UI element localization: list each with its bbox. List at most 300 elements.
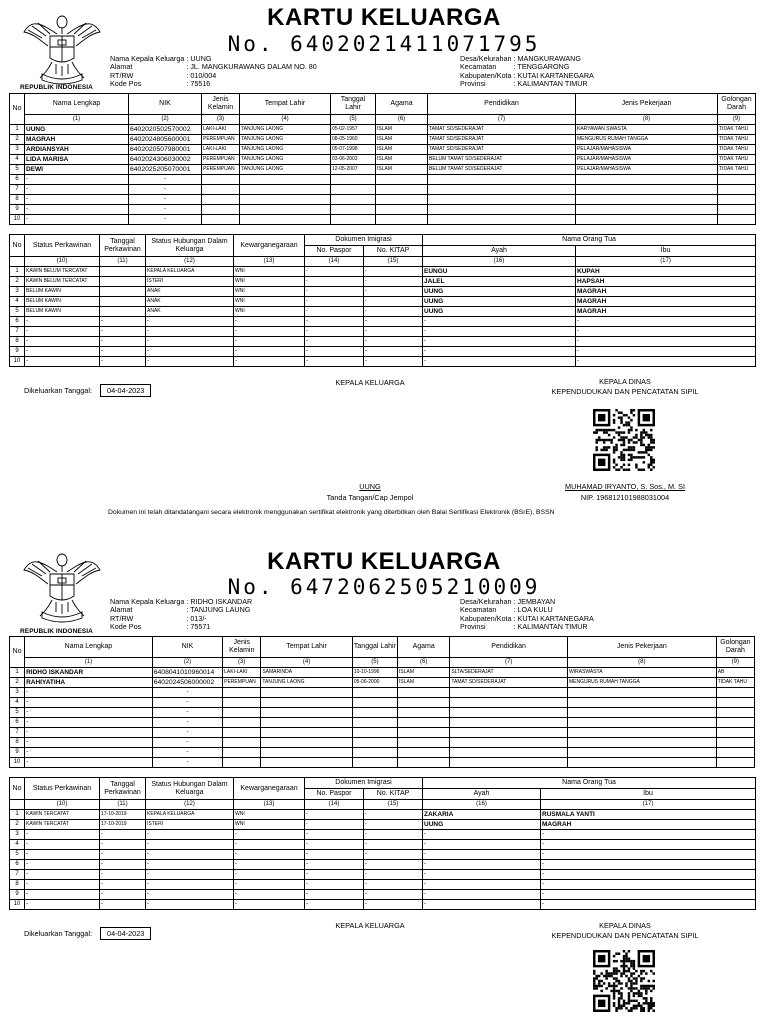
empty-cell [352,738,397,748]
empty-cell [428,205,576,215]
empty-cell: - [423,347,576,357]
row-number: 5 [10,165,25,175]
member-passport: - [305,820,364,830]
column-index: (5) [331,115,376,125]
row-number: 3 [10,688,25,698]
empty-cell: - [25,748,153,758]
label-head-name: Nama Kepala Keluarga [110,54,185,63]
head-right-info [460,598,596,632]
empty-cell: - [234,860,305,870]
member-sex: PEREMPUAN [202,165,240,175]
member-religion: ISLAM [398,678,450,688]
empty-cell: - [129,185,202,195]
label-province: Provinsi [460,79,486,89]
member-occupation: MENGURUS RUMAH TANGGA [576,135,718,145]
empty-cell [716,748,754,758]
member-kitap: - [364,297,423,307]
column-header: No [10,637,25,668]
member-nationality: WNI [234,307,305,317]
table-row [10,830,756,840]
empty-cell [716,698,754,708]
empty-cell: - [305,337,364,347]
empty-cell: - [234,327,305,337]
value-village: : MANGKURAWANG [513,54,581,63]
column-index: (8) [567,658,716,668]
member-marriage-date: 17-10-2019 [100,810,146,820]
empty-cell: - [364,830,423,840]
column-index: (17) [576,257,756,267]
empty-cell: - [146,870,234,880]
row-number: 5 [10,708,25,718]
empty-cell: - [129,195,202,205]
head-left-info [110,55,319,89]
column-index: (14) [305,800,364,810]
column-index: (13) [234,800,305,810]
index-row [10,800,756,810]
row-number: 8 [10,195,25,205]
empty-cell: - [25,195,129,205]
empty-cell: - [146,890,234,900]
empty-cell: - [146,327,234,337]
empty-cell [223,708,261,718]
empty-cell [331,175,376,185]
member-occupation: KARYAWAN SWASTA [576,125,718,135]
member-nationality: WNI [234,277,305,287]
empty-cell: - [541,880,756,890]
empty-cell: - [234,840,305,850]
empty-cell: - [576,327,756,337]
member-nik: 6402025205070001 [129,165,202,175]
empty-cell [261,688,352,698]
empty-cell [398,698,450,708]
empty-cell: - [364,327,423,337]
document-title: KARTU KELUARGA [267,548,501,575]
empty-cell [10,257,25,267]
empty-cell [716,718,754,728]
empty-cell [450,708,568,718]
empty-cell: - [25,357,100,367]
member-nik: 6408041010960014 [152,668,222,678]
table-row [10,678,755,688]
empty-cell [223,698,261,708]
family-card-2 [0,540,768,1024]
column-header: Status Hubungan Dalam Keluarga [146,235,234,257]
value-regency: : KUTAI KARTANEGARA [513,613,594,623]
empty-cell [261,718,352,728]
empty-cell: - [305,317,364,327]
empty-cell: - [576,317,756,327]
table-row [10,810,756,820]
empty-cell: - [541,840,756,850]
table-row [10,215,756,225]
empty-cell: - [25,347,100,357]
empty-cell [398,708,450,718]
member-education: TAMAT SD/SEDERAJAT [450,678,568,688]
empty-cell: - [100,337,146,347]
empty-cell [718,195,756,205]
row-number: 1 [10,267,25,277]
empty-cell: - [541,850,756,860]
family-card-number: No. 6472062505210009 [227,575,541,599]
empty-cell: - [152,738,222,748]
members-status-table [9,777,756,910]
member-nationality: WNI [234,297,305,307]
table-row [10,327,756,337]
member-sex: LAKI-LAKI [202,125,240,135]
empty-cell [352,708,397,718]
label-village: Desa/Kelurahan [460,597,512,606]
row-number: 9 [10,205,25,215]
member-relationship: ISTERI [146,820,234,830]
empty-cell [567,748,716,758]
member-relationship: ISTERI [146,277,234,287]
row-number: 3 [10,830,25,840]
table-row [10,708,755,718]
member-blood-type: TIDAK TAHU [718,135,756,145]
column-header: Tempat Lahir [261,637,352,658]
empty-cell [718,175,756,185]
empty-cell: - [100,900,146,910]
empty-cell [450,688,568,698]
row-number: 8 [10,738,25,748]
empty-cell [450,738,568,748]
member-name: RIDHO ISKANDAR [25,668,153,678]
empty-cell: - [100,317,146,327]
empty-cell: - [25,317,100,327]
member-father: EUNGU [423,267,576,277]
member-birthplace: TANJUNG LAONG [240,135,331,145]
empty-cell [261,738,352,748]
column-index: (7) [428,115,576,125]
empty-cell: - [146,347,234,357]
member-passport: - [305,307,364,317]
column-subheader: No. Paspor [305,246,364,257]
member-marriage-date [100,287,146,297]
row-number: 7 [10,185,25,195]
column-header: Nama Lengkap [25,637,153,658]
column-index: (2) [129,115,202,125]
column-header: Status Hubungan Dalam Keluarga [146,778,234,800]
empty-cell: - [152,708,222,718]
table-row [10,185,756,195]
empty-cell: - [152,758,222,768]
member-sex: LAKI-LAKI [223,668,261,678]
family-card-number: No. 6402021411071795 [227,32,541,56]
column-header: Golongan Darah [718,94,756,115]
member-father: ZAKARIA [423,810,541,820]
empty-cell [718,215,756,225]
empty-cell: - [305,890,364,900]
empty-cell [450,728,568,738]
member-birthplace: TANJUNG LAONG [240,165,331,175]
column-index: (3) [223,658,261,668]
column-subheader: Ayah [423,246,576,257]
column-header: Kewarganegaraan [234,235,305,257]
empty-cell [398,688,450,698]
column-header: Nama Orang Tua [423,778,756,789]
row-number: 3 [10,287,25,297]
table-row [10,205,756,215]
head-right-info [460,55,596,89]
empty-cell: - [25,215,129,225]
kk-sign-caption: Tanda Tangan/Cap Jempol [326,493,414,502]
empty-cell: - [305,850,364,860]
empty-cell: - [25,880,100,890]
empty-cell: - [146,860,234,870]
member-birthdate: 10-10-1996 [352,668,397,678]
member-mother: KUPAH [576,267,756,277]
empty-cell: - [25,185,129,195]
empty-cell: - [364,860,423,870]
column-header: Jenis Kelamin [223,637,261,658]
empty-cell: - [576,337,756,347]
empty-cell [352,758,397,768]
empty-cell: - [423,830,541,840]
row-number: 1 [10,125,25,135]
empty-cell [450,718,568,728]
member-marriage-date [100,297,146,307]
document-title: KARTU KELUARGA [267,4,501,31]
column-header: NIK [152,637,222,658]
member-birthdate: 03-06-2003 [331,155,376,165]
empty-cell: - [25,698,153,708]
empty-cell [716,758,754,768]
member-marital-status: KAWIN TERCATAT [25,810,100,820]
empty-cell [240,185,331,195]
row-number: 7 [10,728,25,738]
empty-cell: - [234,347,305,357]
empty-cell: - [305,327,364,337]
member-name: UUNG [25,125,129,135]
table-row [10,738,755,748]
member-father: UUNG [423,307,576,317]
column-index: (13) [234,257,305,267]
row-number: 5 [10,850,25,860]
row-number: 10 [10,357,25,367]
label-district: Kecamatan [460,62,497,72]
value-postcode: : 75571 [186,622,211,632]
table-row [10,668,755,678]
empty-cell [428,175,576,185]
column-header: Agama [398,637,450,658]
column-index: (9) [716,658,754,668]
member-birthdate: 05-06-2000 [352,678,397,688]
label-regency: Kabupaten/Kota [460,613,512,623]
table-row [10,195,756,205]
table-row [10,748,755,758]
member-marital-status: BELUM KAWIN [25,287,100,297]
empty-cell [576,195,718,205]
empty-cell: - [25,688,153,698]
member-education: BELUM TAMAT SD/SEDERAJAT [428,155,576,165]
value-village: : JEMBAYAN [513,597,556,606]
qr-code-icon [593,950,655,1012]
empty-cell [718,205,756,215]
member-name: DEWI [25,165,129,175]
empty-cell: - [305,870,364,880]
empty-cell [261,728,352,738]
empty-cell: - [129,205,202,215]
row-number: 9 [10,347,25,357]
empty-cell [576,175,718,185]
table-row [10,155,756,165]
member-father: JALEL [423,277,576,287]
empty-cell: - [25,830,100,840]
empty-cell: - [541,870,756,880]
member-marital-status: KAWIN BELUM TERCATAT [25,277,100,287]
empty-cell: - [25,718,153,728]
empty-cell: - [152,688,222,698]
column-index: (16) [423,800,541,810]
issued-date: 04-04-2023 [100,384,151,397]
empty-cell [428,185,576,195]
member-relationship: ANAK [146,297,234,307]
member-passport: - [305,267,364,277]
member-kitap: - [364,820,423,830]
empty-cell: - [234,830,305,840]
empty-cell: - [364,347,423,357]
column-header: Tanggal Perkawinan [100,778,146,800]
qr-code-icon [593,409,655,471]
member-marriage-date: 17-10-2019 [100,820,146,830]
empty-cell [567,738,716,748]
table-row [10,758,755,768]
empty-cell: - [541,890,756,900]
empty-cell [223,738,261,748]
column-subheader: Ayah [423,789,541,800]
column-index: (7) [450,658,568,668]
empty-cell [450,698,568,708]
empty-cell: - [25,840,100,850]
empty-cell [567,698,716,708]
column-header: Tanggal Lahir [352,637,397,658]
member-blood-type: TIDAK TAHU [716,678,754,688]
table-row [10,357,756,367]
empty-cell: - [541,900,756,910]
label-head-name: Nama Kepala Keluarga [110,597,185,606]
member-passport: - [305,810,364,820]
empty-cell [398,758,450,768]
empty-cell: - [364,880,423,890]
empty-cell: - [423,860,541,870]
empty-cell: - [305,347,364,357]
row-number: 6 [10,317,25,327]
empty-cell: - [100,880,146,890]
empty-cell: - [234,337,305,347]
dinas-line-1: KEPALA DINAS [599,921,651,930]
member-birthdate: 12-05-2007 [331,165,376,175]
column-header: Nama Orang Tua [423,235,756,246]
member-name: LIDA MARISA [25,155,129,165]
member-marriage-date [100,277,146,287]
index-row [10,257,756,267]
member-blood-type: TIDAK TAHU [718,145,756,155]
empty-cell: - [234,880,305,890]
column-header: NIK [129,94,202,115]
table-row [10,900,756,910]
e-sign-notice: Dokumen ini telah ditandatangani secara elektronik menggunakan sertifikat elektronik yang diterbitkan oleh Balai Sertifikasi Elektronik (BSrE), BSSN [108,509,555,516]
table-row [10,850,756,860]
member-nik: 6402024805600001 [129,135,202,145]
empty-cell [331,195,376,205]
member-nationality: WNI [234,820,305,830]
empty-cell: - [25,850,100,860]
label-postcode: Kode Pos [110,622,142,632]
empty-cell [261,708,352,718]
empty-cell: - [423,357,576,367]
member-birthplace: TANJUNG LAONG [240,155,331,165]
empty-cell: - [423,840,541,850]
column-header: No [10,778,25,800]
empty-cell: - [25,738,153,748]
column-index: (14) [305,257,364,267]
empty-cell: - [364,850,423,860]
row-number: 2 [10,678,25,688]
column-index: (1) [25,658,153,668]
table-row [10,287,756,297]
empty-cell [261,748,352,758]
member-name: ARDIANSYAH [25,145,129,155]
table-row [10,890,756,900]
column-header: Pendidikan [450,637,568,658]
member-mother: MAGRAH [576,297,756,307]
column-index: (8) [576,115,718,125]
label-district: Kecamatan [460,605,497,615]
member-kitap: - [364,277,423,287]
table-row [10,135,756,145]
issued-date-block [24,384,151,397]
label-province: Provinsi [460,622,486,632]
empty-cell: - [305,900,364,910]
empty-cell [240,215,331,225]
member-birthplace: TANJUNG LAONG [240,145,331,155]
column-index: (15) [364,800,423,810]
empty-cell [428,215,576,225]
empty-cell [10,800,25,810]
row-number: 8 [10,337,25,347]
empty-cell: - [423,327,576,337]
row-number: 1 [10,810,25,820]
member-passport: - [305,287,364,297]
member-name: MAGRAH [25,135,129,145]
member-occupation: PELAJAR/MAHASISWA [576,145,718,155]
member-religion: ISLAM [376,165,428,175]
empty-cell [331,205,376,215]
empty-cell [331,185,376,195]
empty-cell [398,718,450,728]
column-header: Nama Lengkap [25,94,129,115]
column-header: Tempat Lahir [240,94,331,115]
empty-cell [202,215,240,225]
members-table [9,93,756,225]
member-relationship: KEPALA KELUARGA [146,267,234,277]
empty-cell [240,175,331,185]
empty-cell: - [364,900,423,910]
column-index: (17) [541,800,756,810]
row-number: 10 [10,900,25,910]
empty-cell: - [146,900,234,910]
member-education: BELUM TAMAT SD/SEDERAJAT [428,165,576,175]
empty-cell: - [25,205,129,215]
kk-sign-name: UUNG [359,482,381,491]
dinas-line-1: KEPALA DINAS [599,377,651,386]
empty-cell [352,698,397,708]
value-address: : JL. MANGKURAWANG DALAM NO. 80 [186,62,317,72]
table-row [10,820,756,830]
empty-cell: - [364,317,423,327]
member-occupation: WIRASWASTA [567,668,716,678]
dinas-signature [540,481,710,503]
